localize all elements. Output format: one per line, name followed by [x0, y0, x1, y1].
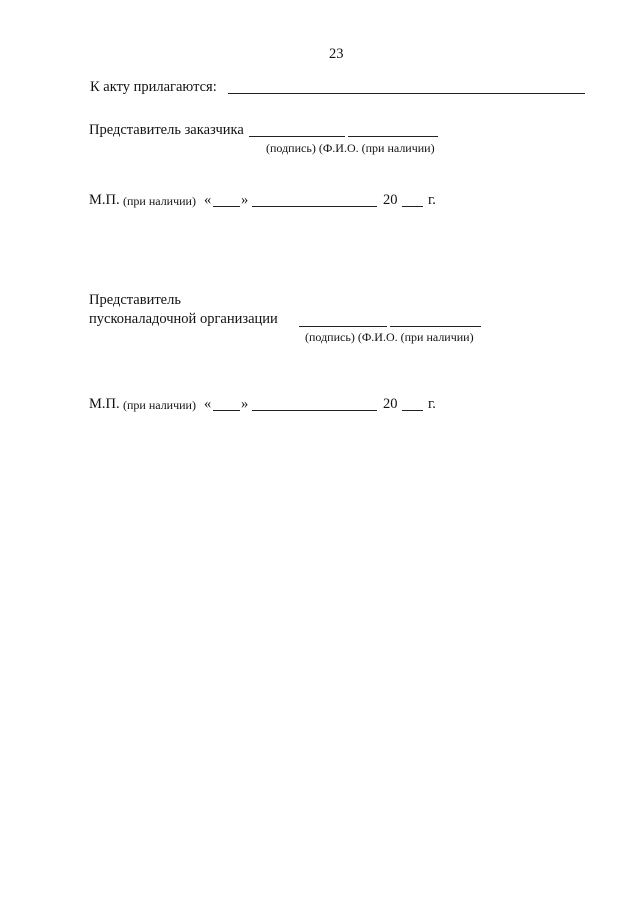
date-quote-open-2: «	[204, 396, 212, 412]
attachments-blank-line[interactable]	[228, 93, 585, 94]
commissioning-rep-caption: (подпись) (Ф.И.О. (при наличии)	[305, 330, 474, 344]
date-day-line-1[interactable]	[213, 206, 240, 207]
commissioning-rep-label-line2: пусконаладочной организации	[89, 311, 278, 327]
commissioning-rep-name-line[interactable]	[390, 326, 481, 327]
customer-rep-signature-line[interactable]	[249, 136, 345, 137]
stamp-mp-label-1: М.П.	[89, 192, 120, 208]
customer-rep-name-line[interactable]	[348, 136, 438, 137]
date-year-suffix-2: г.	[428, 396, 436, 412]
customer-rep-caption: (подпись) (Ф.И.О. (при наличии)	[266, 141, 435, 155]
date-year-suffix-1: г.	[428, 192, 436, 208]
date-year-line-2[interactable]	[402, 410, 423, 411]
date-day-line-2[interactable]	[213, 410, 240, 411]
stamp-mp-note-1: (при наличии)	[123, 194, 196, 208]
date-month-line-1[interactable]	[252, 206, 377, 207]
date-year-prefix-2: 20	[383, 396, 398, 412]
date-quote-close-2: »	[241, 396, 249, 412]
stamp-mp-label-2: М.П.	[89, 396, 120, 412]
date-month-line-2[interactable]	[252, 410, 377, 411]
date-year-prefix-1: 20	[383, 192, 398, 208]
stamp-mp-note-2: (при наличии)	[123, 398, 196, 412]
commissioning-rep-label-line1: Представитель	[89, 292, 181, 308]
date-quote-open-1: «	[204, 192, 212, 208]
commissioning-rep-signature-line[interactable]	[299, 326, 387, 327]
date-quote-close-1: »	[241, 192, 249, 208]
date-year-line-1[interactable]	[402, 206, 423, 207]
customer-rep-label: Представитель заказчика	[89, 122, 244, 138]
page-number: 23	[329, 46, 344, 62]
attachments-label: К акту прилагаются:	[90, 79, 217, 95]
